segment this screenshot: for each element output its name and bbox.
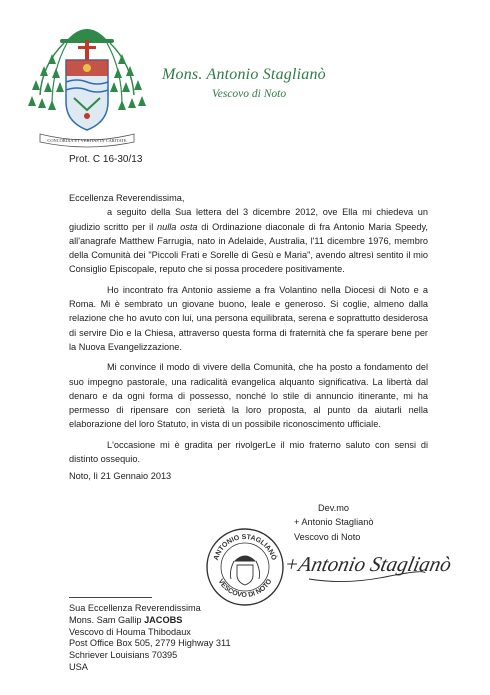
recipient-address [69,603,231,674]
recipient-street: Post Office Box 505, 2779 Highway 311 [69,638,231,649]
signature-title: Vescovo di Noto [294,531,361,542]
recipient-country: USA [69,661,88,672]
paragraph-2: Ho incontrato fra Antonio assieme a fra Volantino nella Diocesi di Noto e a Roma. Mi è sembrato un giovane buono, leale e generoso. Si coglie, almeno dalla relazione che ho avuto con lui, una persona equilibrata, serena e soprattutto desiderosa di servire Dio e la Chiesa, attraverso questa forma di fraternità che fa sperare bene per la Nuova Evangelizzazione. [69,284,428,352]
handwritten-signature [282,535,454,590]
episcopal-stamp [205,527,285,607]
recipient-name-first: Mons. Sam Gallip [69,614,145,625]
letter-body [69,191,428,484]
episcopal-coat-of-arms [22,10,152,150]
paragraph-1-part-a: a seguito della Sua lettera del 3 dicembre 2012, ove Ella mi chiedeva un giudizio scritto per il [69,207,428,232]
recipient-name [69,615,231,627]
letterhead-role: Vescovo di Noto [212,88,287,100]
paragraph-1-part-b: di Ordinazione diaconale di fra Antonio Maria Speedy, all'anagrafe Matthew Farrugia, nato in Adelaide, Australia, l'11 dicembre 1976, membro della Comunità dei "Piccoli Frati e Sorelle di Gesù e Maria", avendo altresì sentito il mio Consiglio Episcopale, reputo che si possa procedere positivamente. [69,221,428,275]
paragraph-3: Mi convince il modo di vivere della Comunità, che ha posto a fondamento del suo impegno pastorale, una radicalità evangelica alquanto significativa. La libertà dal denaro e da ogni forma di possesso, nonché lo stile di annuncio itinerante, mi ha permesso di ripensare con serietà la loro proposta, al punto da aiutarli nella elaborazione del loro Statuto, in vista di un possibile riconoscimento ufficiale. [69,362,428,430]
salutation: Eccellenza Reverendissima, [69,193,185,203]
recipient-role: Vescovo di Houma Thibodaux [69,626,191,637]
handwritten-signature-text: +Antonio Staglianò [282,552,454,576]
recipient-title: Sua Eccellenza Reverendissima [69,603,201,613]
paragraph-1 [69,205,428,276]
stamp-emblem-icon [230,556,259,585]
paragraph-4: L'occasione mi è gradita per rivolgerLe il mio fraterno saluto con sensi di distinto ossequio. [69,439,428,465]
letter-date: Noto, lì 21 Gennaio 2013 [69,471,172,482]
stamp-top-text: ANTONIO STAGLIANÒ [212,533,278,562]
recipient-divider [69,597,152,598]
signature-closing: Dev.mo [318,503,349,513]
letterhead-name: Mons. Antonio Staglianò [162,66,326,83]
crest-motto: CONCORDIA ET VERITAS IN CARITATE [47,138,127,143]
recipient-city: Schriever Louisians 70395 [69,650,178,661]
recipient-surname: JACOBS [144,614,183,625]
signature-name: + Antonio Staglianò [294,517,374,528]
nulla-osta-emphasis: nulla osta [156,221,198,232]
stamp-bottom-text: VESCOVO DI NOTO [216,578,274,600]
protocol-number: Prot. C 16-30/13 [69,154,143,165]
